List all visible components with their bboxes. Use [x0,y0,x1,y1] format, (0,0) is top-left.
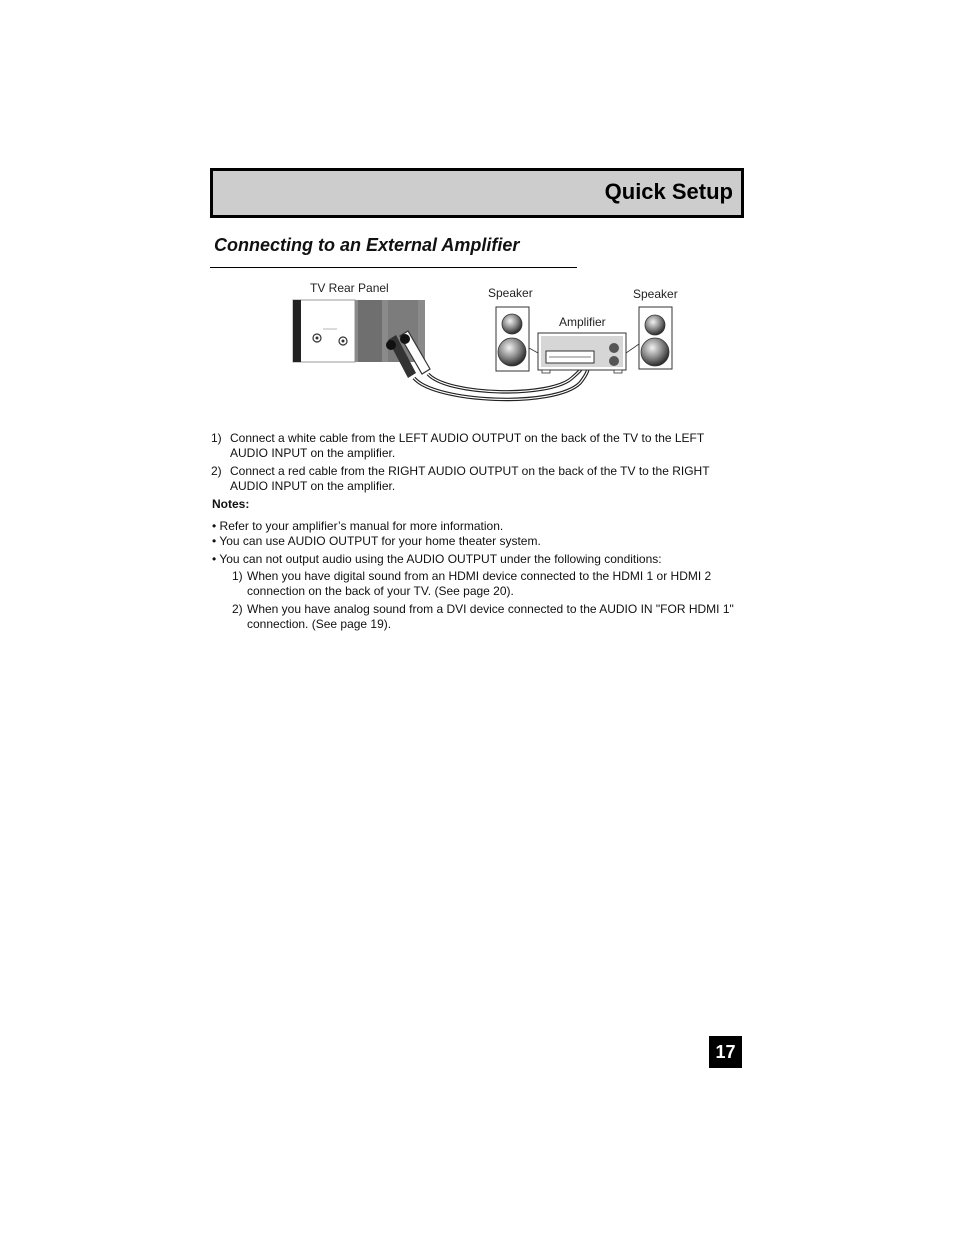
condition-text: When you have digital sound from an HDMI device connected to the HDMI 1 or HDMI 2 connection on the back of your TV. (See page 20). [247,569,712,598]
step-number: 1) [211,431,222,445]
condition-item [232,569,742,599]
condition-number: 1) [232,569,243,583]
header-bar [210,168,744,218]
step-1 [211,431,731,461]
note-bullet: • Refer to your amplifier’s manual for more information. [212,519,504,533]
amplifier [529,333,639,373]
step-text: Connect a white cable from the LEFT AUDIO OUTPUT on the back of the TV to the LEFT AUDIO INPUT on the amplifier. [230,431,704,460]
speaker-right [639,307,672,369]
speaker-left [496,307,529,371]
page-title: Quick Setup [604,179,733,204]
note-bullet: • You can not output audio using the AUDIO OUTPUT under the following conditions: [212,552,662,566]
diagram-drawing [290,278,690,413]
speaker-right-label: Speaker [633,287,678,301]
section-title: Connecting to an External Amplifier [214,235,520,255]
step-number: 2) [211,464,222,478]
condition-number: 2) [232,602,243,616]
amplifier-label: Amplifier [559,315,606,329]
tv-rear-panel-label: TV Rear Panel [310,281,389,295]
condition-item [232,602,742,632]
section-divider [210,267,577,268]
page-number: 17 [709,1036,742,1068]
step-2 [211,464,731,494]
condition-text: When you have analog sound from a DVI device connected to the AUDIO IN "FOR HDMI 1" connection. (See page 19). [247,602,734,631]
note-bullet: • You can use AUDIO OUTPUT for your home theater system. [212,534,541,548]
speaker-left-label: Speaker [488,286,533,300]
connection-diagram [290,278,690,413]
step-text: Connect a red cable from the RIGHT AUDIO OUTPUT on the back of the TV to the RIGHT AUDIO INPUT on the amplifier. [230,464,710,493]
notes-heading: Notes: [212,497,250,511]
